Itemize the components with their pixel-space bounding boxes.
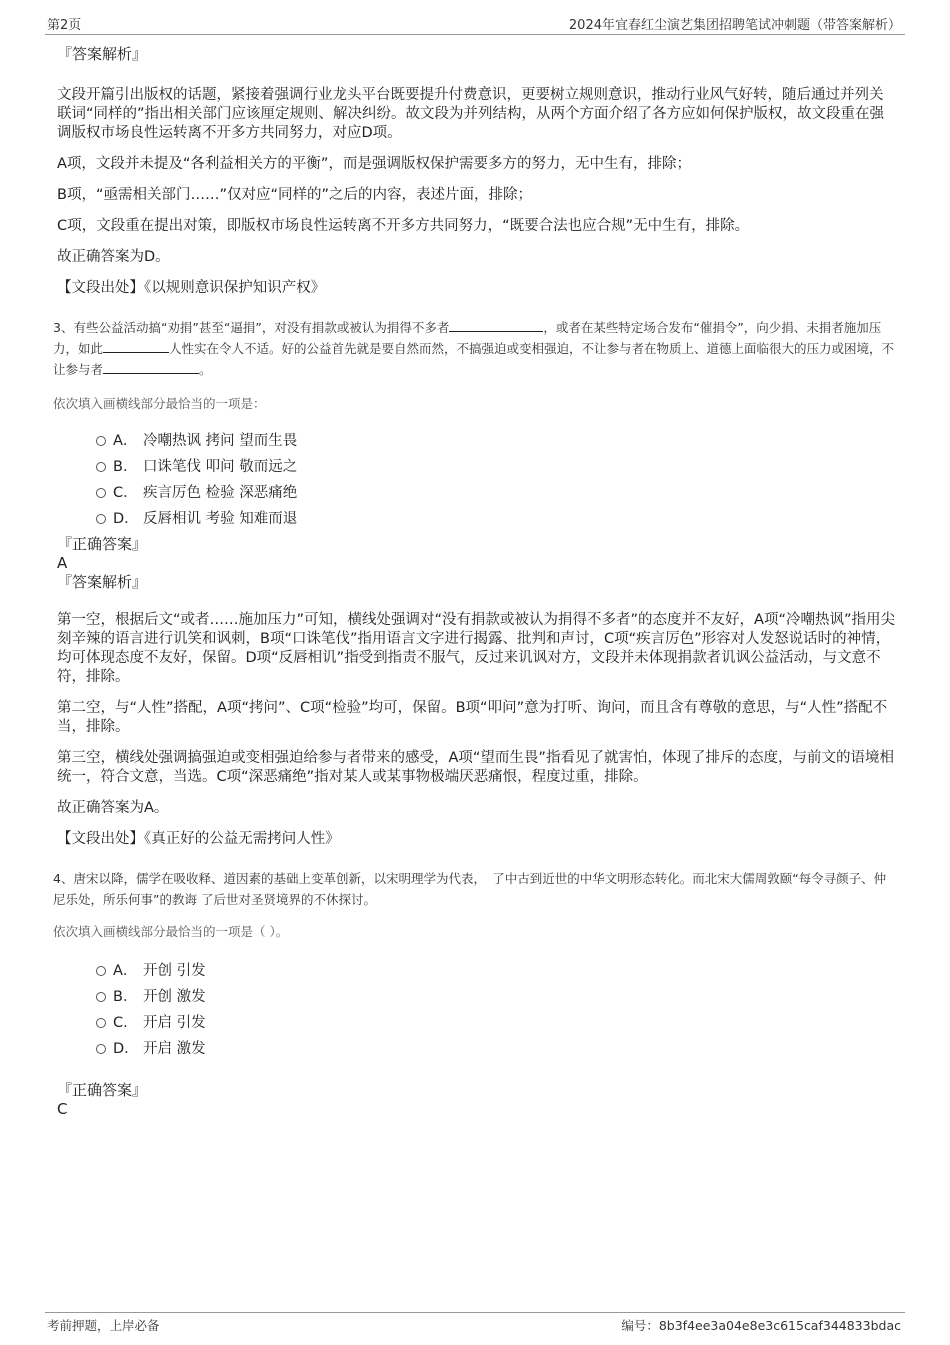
page-footer	[45, 1312, 905, 1337]
radio-icon[interactable]	[96, 1018, 106, 1028]
page-content	[53, 42, 897, 1118]
option-b[interactable]: B． 开创 激发	[96, 986, 897, 1012]
radio-icon[interactable]	[96, 488, 106, 498]
question-4-text: 4、唐宋以降，儒学在吸收释、道因素的基础上变革创新，以宋明理学为代表， 了中古到近世的中华文明形态转化。而北宋大儒周敦颐“每令寻颜子、仲尼乐处，所乐何事”的教诲 了后世对圣贤境界的不休探讨。	[53, 871, 887, 907]
radio-icon[interactable]	[96, 966, 106, 976]
blank-line	[103, 360, 199, 374]
option-d[interactable]: D． 反唇相讥 考验 知难而退	[96, 508, 897, 534]
correct-answer: A	[57, 554, 68, 572]
footer-slogan: 考前押题，上岸必备	[47, 1318, 160, 1333]
question-4-options	[96, 960, 897, 1064]
question-4-prompt: 依次填入画横线部分最恰当的一项是（ ）。	[53, 924, 289, 939]
document-code: 编号：8b3f4ee3a04e8e3c615caf344833bdac	[621, 1318, 901, 1333]
radio-icon[interactable]	[96, 1044, 106, 1054]
blank-line	[103, 339, 169, 353]
explanation-paragraph: B项，“亟需相关部门……”仅对应“同样的”之后的内容，表述片面，排除；	[57, 187, 532, 203]
source-citation: 【文段出处】《以规则意识保护知识产权》	[57, 280, 326, 296]
conclusion: 故正确答案为D。	[57, 249, 170, 265]
radio-icon[interactable]	[96, 462, 106, 472]
source-citation: 【文段出处】《真正好的公益无需拷问人性》	[57, 831, 340, 847]
answer-label: 『正确答案』	[57, 535, 148, 553]
explanation-paragraph: C项，文段重在提出对策，即版权市场良性运转离不开多方共同努力，“既要合法也应合规”无中生有，排除。	[57, 218, 750, 234]
question-3-options	[96, 430, 897, 534]
question-3-prompt: 依次填入画横线部分最恰当的一项是：	[53, 396, 266, 411]
explanation-label: 『答案解析』	[57, 573, 148, 591]
document-title: 2024年宜春红尘演艺集团招聘笔试冲刺题（带答案解析）	[568, 18, 901, 33]
option-a[interactable]: A． 开创 引发	[96, 960, 897, 986]
radio-icon[interactable]	[96, 514, 106, 524]
explanation-paragraph: 第三空，横线处强调搞强迫或变相强迫给参与者带来的感受，A项“望而生畏”指看见了就害怕，体现了排斥的态度，与前文的语境相统一，符合文意，当选。C项“深恶痛绝”指对某人或某事物极端厌恶痛恨，程度过重，排除。	[57, 750, 894, 785]
option-d[interactable]: D． 开启 激发	[96, 1038, 897, 1064]
correct-answer: C	[57, 1100, 68, 1118]
page-number: 第2页	[47, 18, 82, 33]
radio-icon[interactable]	[96, 436, 106, 446]
conclusion: 故正确答案为A。	[57, 800, 169, 816]
explanation-paragraph: A项，文段并未提及“各利益相关方的平衡”，而是强调版权保护需要多方的努力，无中生有，排除；	[57, 156, 691, 172]
question-3-text: 3、有些公益活动搞“劝捐”甚至“逼捐”，对没有捐款或被认为捐得不多者 ，或者在某些特定场合发布“催捐令”，向少捐、未捐者施加压力，如此 人性实在令人不适。好的公益首先就是要自然而然，不搞强迫或变相强迫，不让参与者在物质上、道德上面临很大的压力或困境，不让参与者 。	[53, 320, 895, 377]
option-b[interactable]: B． 口诛笔伐 叩问 敬而远之	[96, 456, 897, 482]
explanation-paragraph: 第二空，与“人性”搭配，A项“拷问”、C项“检验”均可，保留。B项“叩问”意为打听、询问，而且含有尊敬的意思，与“人性”搭配不当，排除。	[57, 700, 888, 735]
explanation-paragraph: 第一空，根据后文“或者……施加压力”可知，横线处强调对“没有捐款或被认为捐得不多者”的态度并不友好，A项“冷嘲热讽”指用尖刻辛辣的语言进行讥笑和讽刺，B项“口诛笔伐”指用语言文字进行揭露、批判和声讨，C项“疾言厉色”形容对人发怒说话时的神情，均可体现态度不友好，保留。D项“反唇相讥”指受到指责不服气，反过来讥讽对方，文段并未体现捐款者讥讽公益活动，与文意不符，排除。	[57, 612, 895, 685]
answer-label: 『正确答案』	[57, 1081, 148, 1099]
blank-line	[449, 318, 543, 332]
option-c[interactable]: C． 疾言厉色 检验 深恶痛绝	[96, 482, 897, 508]
page-header	[45, 12, 905, 35]
explanation-label: 『答案解析』	[57, 45, 148, 63]
explanation-paragraph: 文段开篇引出版权的话题，紧接着强调行业龙头平台既要提升付费意识，更要树立规则意识，推动行业风气好转，随后通过并列关联词“同样的”指出相关部门应该厘定规则、解决纠纷。故文段为并列结构，从两个方面介绍了各方应如何保护版权，故文段重在强调版权市场良性运转离不开多方共同努力，对应D项。	[57, 87, 885, 141]
radio-icon[interactable]	[96, 992, 106, 1002]
option-a[interactable]: A． 冷嘲热讽 拷问 望而生畏	[96, 430, 897, 456]
option-c[interactable]: C． 开启 引发	[96, 1012, 897, 1038]
